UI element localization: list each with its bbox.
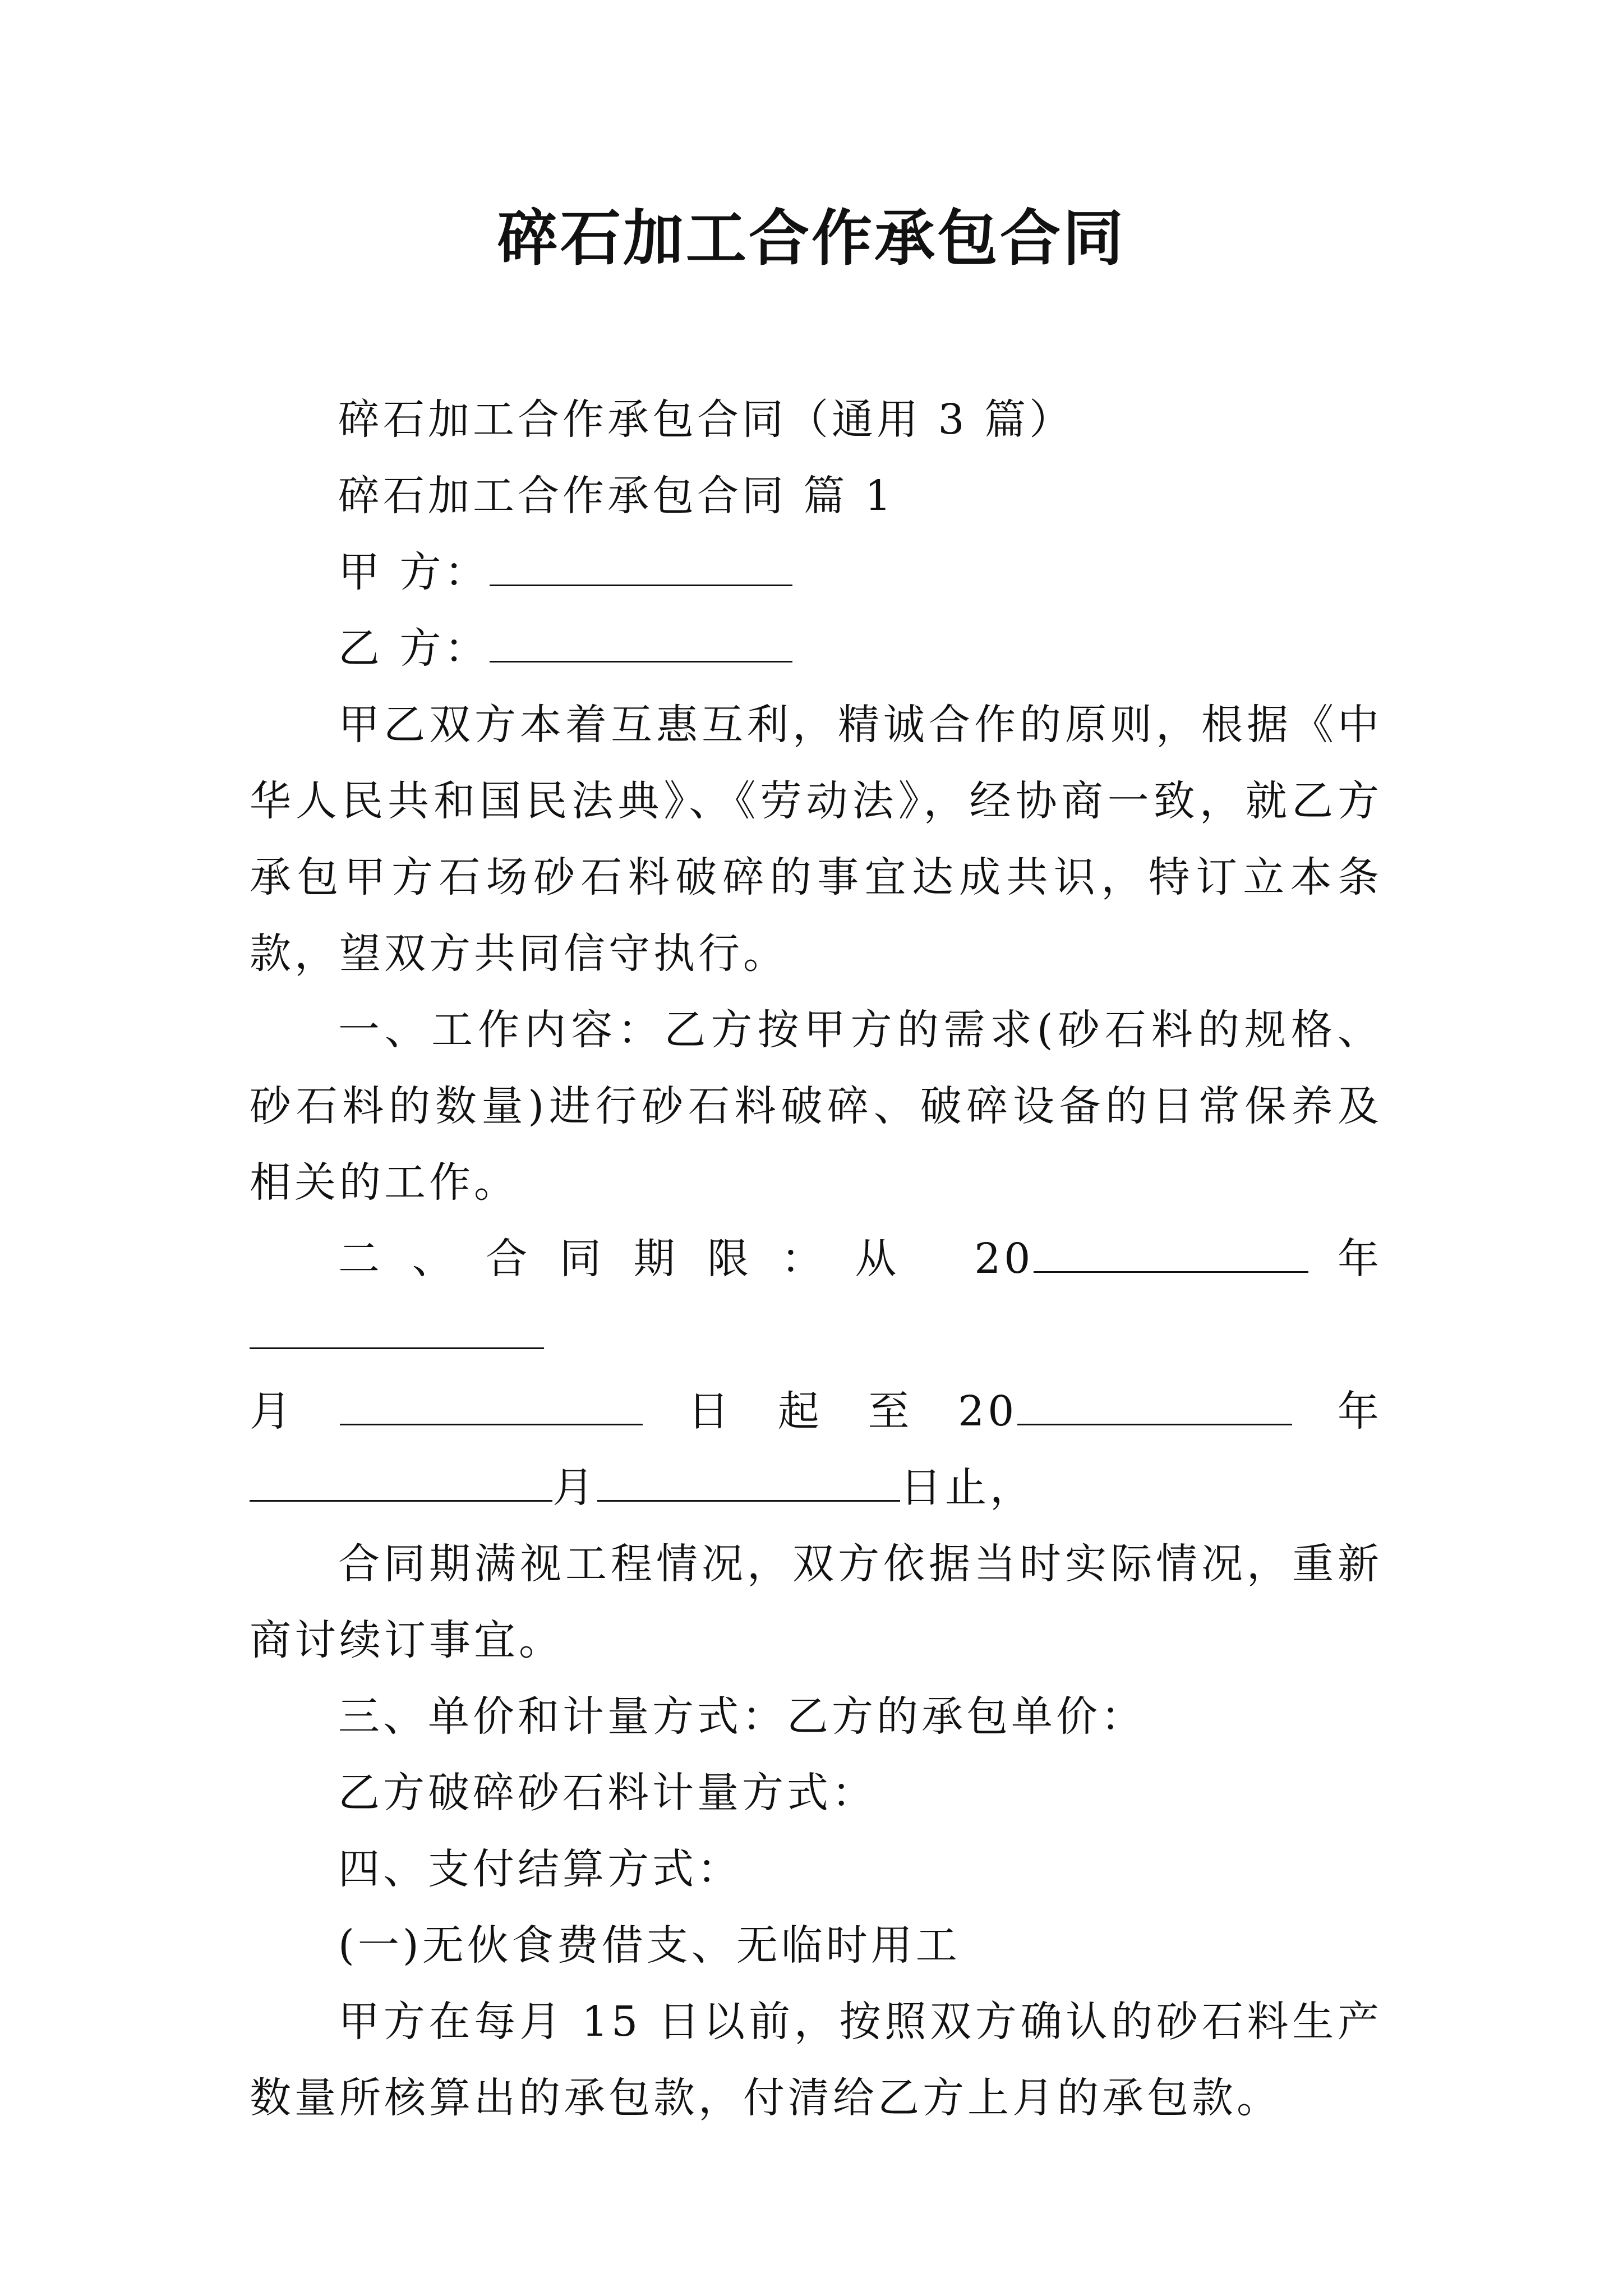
section-2-year-label: 年 xyxy=(1308,1235,1383,1283)
end-month-blank xyxy=(250,1461,552,1502)
party-b-blank xyxy=(490,622,792,662)
end-year-prefix-text: 20 xyxy=(958,1387,1018,1435)
section-1-paragraph: 一、工作内容：乙方按甲方的需求(砂石料的规格、砂石料的数量)进行砂石料破碎、破碎设备的日常保养及相关的工作。 xyxy=(250,1006,1382,1207)
document-title: 碎石加工合作承包合同 xyxy=(497,203,1126,274)
renewal-paragraph: 合同期满视工程情况，双方依据当时实际情况，重新商讨续订事宜。 xyxy=(250,1540,1382,1664)
section-2-to-label: 至 xyxy=(868,1387,913,1435)
section-3-paragraph: 三、单价和计量方式：乙方的承包单价： xyxy=(338,1692,1146,1741)
payment-paragraph: 甲方在每月 15 日以前，按照双方确认的砂石料生产数量所核算出的承包款，付清给乙方上月的承包款。 xyxy=(250,1998,1382,2122)
party-b-label: 乙 方： xyxy=(338,624,490,673)
end-year-prefix xyxy=(958,1373,1292,1450)
end-year-blank xyxy=(1017,1384,1292,1425)
party-a-line xyxy=(250,534,1382,610)
party-a-blank xyxy=(490,545,792,586)
section-2-year2-label: 年 xyxy=(1337,1387,1382,1435)
measure-paragraph: 乙方破碎砂石料计量方式： xyxy=(338,1769,877,1817)
section-2-day-label: 日 xyxy=(688,1387,733,1435)
section-2-month-label: 月 xyxy=(250,1387,294,1435)
section-2-prefix: 二、合同期限：从 20 xyxy=(338,1235,1034,1283)
end-day-blank xyxy=(597,1461,900,1502)
section-2-line-1 xyxy=(250,1221,1382,1373)
start-year-blank xyxy=(1034,1232,1308,1273)
chapter-heading: 碎石加工合作承包合同 篇 1 xyxy=(338,472,895,520)
document-body xyxy=(250,381,1382,2136)
document-subtitle: 碎石加工合作承包合同（通用 3 篇） xyxy=(338,395,1075,444)
start-month-blank xyxy=(250,1308,544,1349)
intro-paragraph: 甲乙双方本着互惠互利，精诚合作的原则，根据《中华人民共和国民法典》、《劳动法》，经协商一致，就乙方承包甲方石场砂石料破碎的事宜达成共识，特订立本条款，望双方共同信守执行。 xyxy=(250,701,1382,978)
section-2-from-label: 起 xyxy=(777,1387,823,1435)
section-4-paragraph: 四、支付结算方式： xyxy=(338,1845,742,1893)
party-b-line xyxy=(250,610,1382,687)
party-a-label: 甲 方： xyxy=(338,548,490,596)
section-2-month2-label: 月 xyxy=(552,1464,597,1512)
section-2-line-3 xyxy=(250,1450,1382,1526)
subsection-1-paragraph: (一)无伙食费借支、无临时用工 xyxy=(338,1921,961,1970)
section-2-line-2 xyxy=(250,1373,1382,1450)
start-day-blank xyxy=(340,1384,643,1425)
section-2-end-label: 日止， xyxy=(900,1464,1035,1512)
